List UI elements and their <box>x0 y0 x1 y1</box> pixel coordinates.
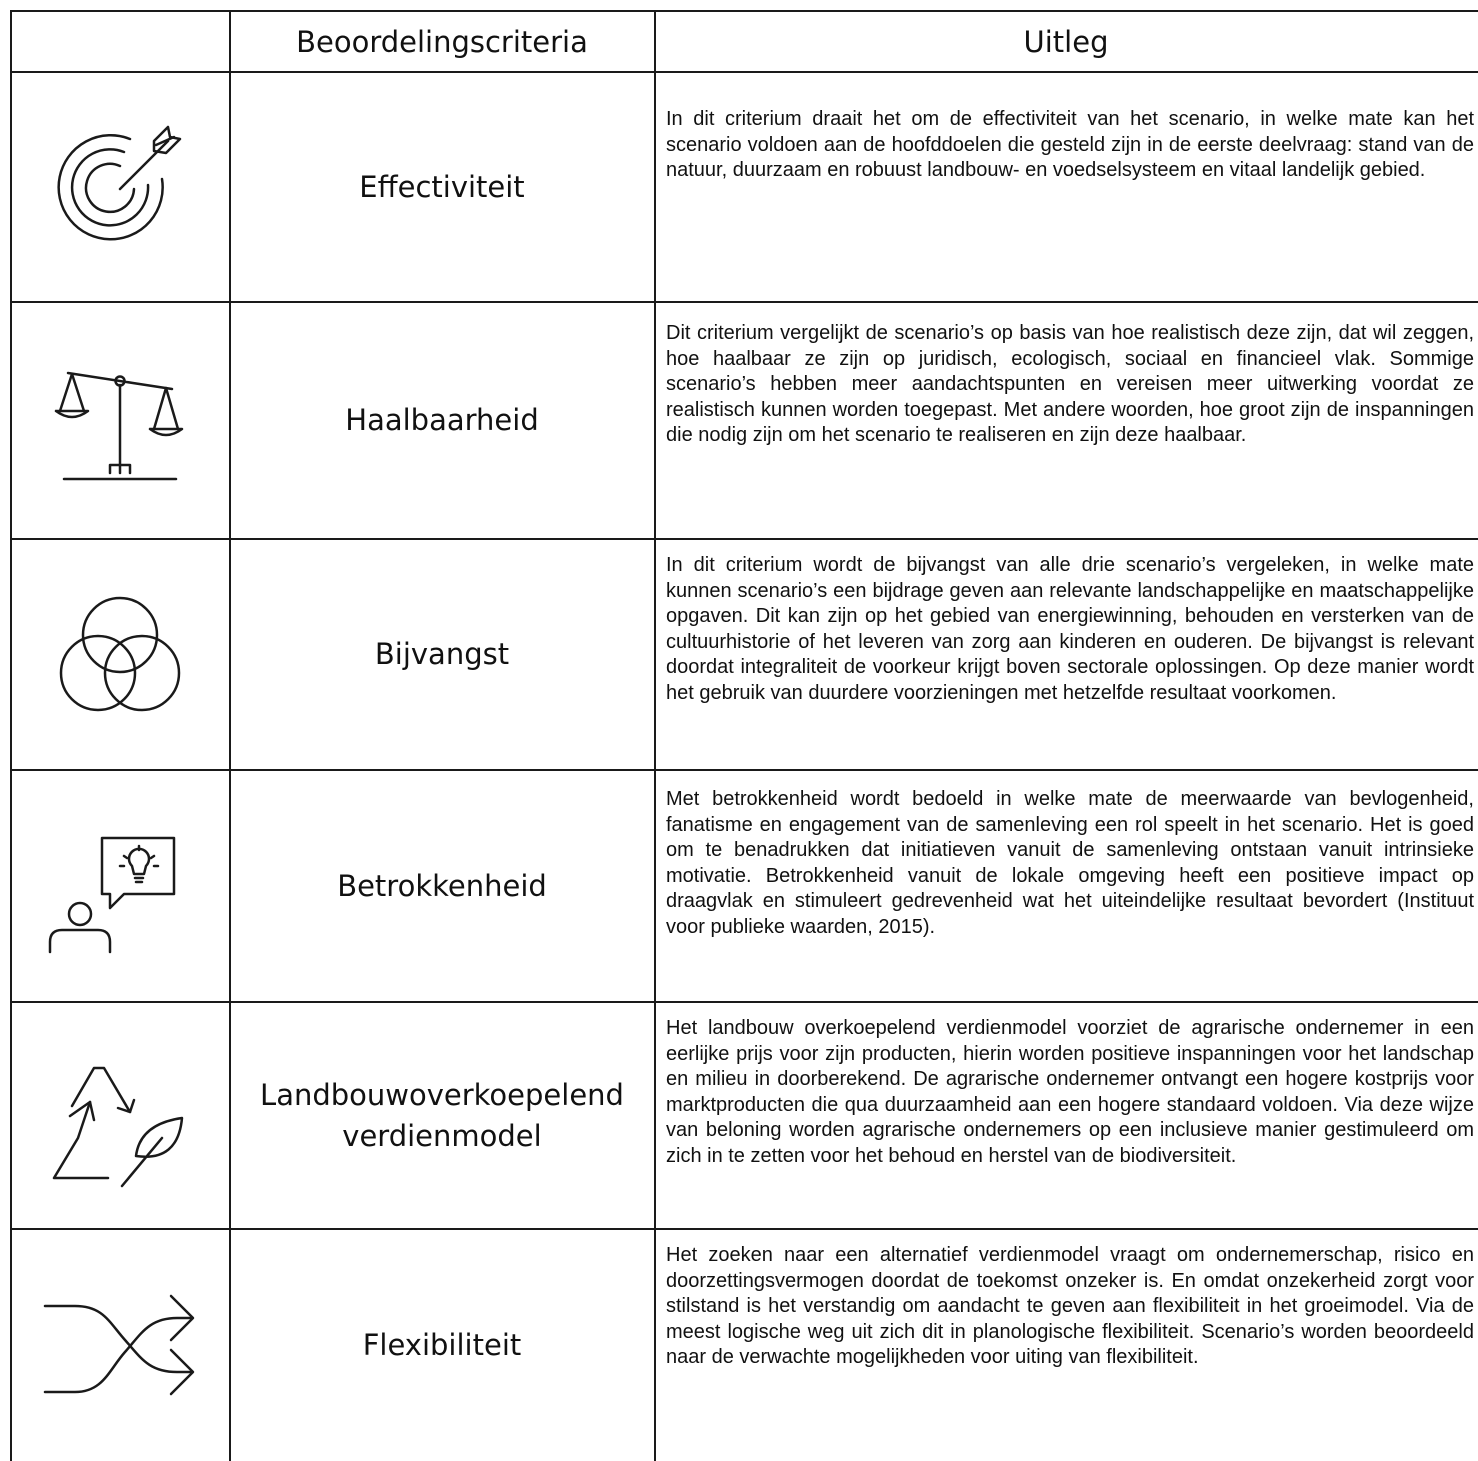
balance-scale-icon <box>12 303 228 538</box>
criterion-label: Flexibiliteit <box>362 1328 522 1362</box>
criterion-label: Betrokkenheid <box>337 868 547 903</box>
criterion-explanation: Het landbouw overkoepelend verdienmodel voorziet de agrarische ondernemer in een eerlijke prijs voor zijn producten, hierin worden positieve inspanningen voor het landschap en milieu in doorberekend. De agrarische ondernemer ontvangt een hogere kostprijs voor marktproducten die qua duurzaamheid aan een hogere standaard voldoen. Via deze wijze van beloning worden agrarische ondernemers op een inclusieve manier gestimuleerd om zich in te zetten voor het behoud en herstel van de biodiversiteit. <box>666 1017 1474 1167</box>
criterion-explanation: In dit criterium wordt de bijvangst van alle drie scenario’s vergeleken, in welke mate kunnen scenario’s een bijdrage geven aan relevante landschappelijke en maatschappelijke opgaven. Dit kan zijn op het gebied van energiewinning, behouden en versterken van de cultuurhistorie of het leveren van zorg aan kinderen en ouderen. De bijvangst is relevant doordat integraliteit de voorkeur krijgt boven sectorale oplossingen. Op deze manier wordt het gebruik van duurdere voorzieningen met hetzelfde resultaat voorkomen. <box>666 554 1474 704</box>
criterion-explanation: Het zoeken naar een alternatief verdienmodel vraagt om ondernemerschap, risico en doorzettingsvermogen doordat de toekomst onzeker is. En omdat onzekerheid zorgt voor stilstand is het verstandig om aandacht te geven aan flexibiliteit in het groeimodel. Via de meest logische weg uit zich dit in planologische flexibiliteit. Scenario’s worden beoordeeld naar de verwachte mogelijkheden voor uiting van flexibiliteit. <box>666 1244 1474 1369</box>
criterion-label: Effectiviteit <box>359 169 525 204</box>
shuffle-arrows-icon <box>12 1230 228 1461</box>
overlapping-circles-icon <box>12 540 228 769</box>
header-icon-cell <box>12 12 228 72</box>
criterion-explanation: Met betrokkenheid wordt bedoeld in welke mate de meerwaarde van bevlogenheid, fanatisme en engagement van de samenleving een rol speelt in het scenario. Het is goed om te benadrukken dat initiatieven vanuit de samenleving ontstaan vanuit intrinsieke motivatie. Betrokkenheid vanuit de lokale omgeving heeft een positieve impact op draagvlak en stimuleert gedrevenheid wat het uiteindelijke resultaat bevordert (Instituut voor publieke waarden, 2015). <box>666 788 1474 938</box>
person-idea-icon <box>12 771 228 1001</box>
column-divider <box>654 10 656 1461</box>
criterion-explanation: In dit criterium draait het om de effectiviteit van het scenario, in welke mate kan het scenario voldoen aan de hoofddoelen die gesteld zijn in de eerste deelvraag: stand van de natuur, duurzaam en robuust landbouw- en voedselsysteem en vitaal landelijk gebied. <box>666 108 1474 182</box>
header-explanation: Uitleg <box>1023 25 1109 59</box>
header-criteria: Beoordelingscriteria <box>296 25 588 59</box>
criterion-label: Haalbaarheid <box>345 403 539 437</box>
target-icon <box>12 73 228 301</box>
criterion-label: Landbouwoverkoepelend verdienmodel <box>260 1077 624 1153</box>
criterion-explanation: Dit criterium vergelijkt de scenario’s op basis van hoe realistisch deze zijn, dat wil zeggen, hoe haalbaar ze zijn op juridisch, ecologisch, sociaal en financieel vlak. Sommige scenario’s hebben meer aandachtspunten en vereisen meer uitwerking voordat ze realistisch kunnen worden toegepast. Met andere woorden, hoe groot zijn de inspanningen die nodig zijn om het scenario te realiseren en zijn deze haalbaar. <box>666 322 1474 447</box>
criterion-label: Bijvangst <box>374 637 510 671</box>
recycle-leaf-icon <box>12 1003 228 1228</box>
